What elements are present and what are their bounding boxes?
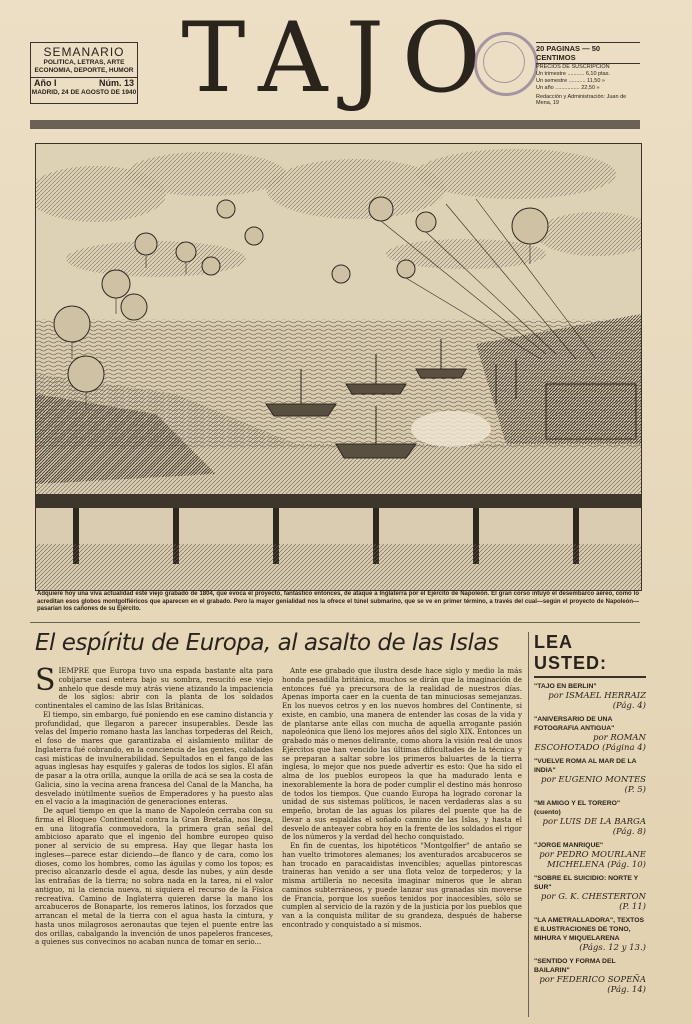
item-title: "LA AMETRALLADORA", TEXTOS E ILUSTRACIONES DE TONO, MIHURA Y MIQUELARENA — [534, 917, 645, 942]
contents-sidebar — [534, 632, 646, 995]
drop-cap: S — [35, 663, 56, 698]
item-author: por ISMAEL HERRAIZ (Pág. 4) — [548, 691, 646, 711]
item-author: por G. K. CHESTERTON (P. 11) — [540, 892, 646, 912]
item-author: por LUIS DE LA BARGA (Pág. 8) — [542, 817, 646, 837]
item-author: por ROMAN ESCOHOTADO (Página 4) — [534, 733, 646, 753]
item-author: por FEDERICO SOPEÑA (Pág. 14) — [539, 975, 646, 995]
article-column-1 — [35, 663, 273, 947]
submarine-tunnel — [36, 494, 641, 508]
item-title: "SENTIDO Y FORMA DEL BAILARIN" — [534, 958, 616, 974]
paragraph: Ante ese grabado que ilustra desde hace siglo y medio la más honda pesadilla británica, muchos se dirán que la imaginación de entonces fué ya precursora de la realidad de nuestros días. Apenas importa caer en la cuenta de tan minuciosas semejanzas. En los nuevos cetros y en los nuevos hombres del Continente, si existe, en cambio, una manera de entender las cosas de la vida y de plantarse ante ellas con mucha de aquella arrogante pasión napoleónica que llenó los mejores años del siglo XIX. Entonces un grabado más o menos delirante, como ahora la visión real de unos Ejércitos que han vencido las últimas dificultades de la técnica y se preparan a saltar sobre los primeros baluartes de la tierra inglesa, lo mejor que nos puede advertir es esto: Que ha sido el alma de los pueblos europeos la que ha madurado lenta e inexorablemente la hora de poder cumplir el destino más honroso de todos los tiempos. Que cuando Europa ha logrado coronar la unidad de sus sistemas políticos, le nacen verdaderas alas a su empeño, brotan de las aguas los pilares del puente que ha de llevar a sus espaldas el soñado camino de las Islas, y hasta el desvelo de anteayer cobra hoy en la frente de los soldados el rigor de los números y la verdad del hecho conquistado. — [282, 666, 522, 842]
item-title: "MI AMIGO Y EL TORERO" (cuento) — [534, 800, 621, 816]
section-rule — [30, 622, 640, 623]
subscription-title: PRECIOS DE SUSCRIPCION — [536, 64, 610, 70]
issue-row — [31, 77, 137, 88]
list-item — [534, 715, 646, 753]
article-column-2 — [282, 667, 522, 930]
item-title: "ANIVERSARIO DE UNA FOTOGRAFIA ANTIGUA" — [534, 716, 615, 732]
item-author: (Págs. 12 y 13.) — [579, 943, 646, 953]
paragraph: IEMPRE que Europa tuvo una espada bastante alta para cobijarse casi entera bajo su sombra, resucitó ese viejo anhelo que desde muy atrás viene atizando la impaciencia de los siglos: abrir con la planta de los soldados continentales el camino de las Islas Británicas. — [35, 666, 273, 710]
price-header: 20 PAGINAS — 50 CENTIMOS — [536, 42, 640, 64]
subtitle-line-2: ECONOMIA, DEPORTE, HUMOR — [34, 67, 134, 74]
price-line-trimester: Un trimestre ........... 6,10 ptas. — [536, 71, 610, 77]
list-item — [534, 916, 646, 953]
image-caption: Adquiere hoy una viva actualidad este viejo grabado de 1804, que evoca el proyecto, fantástico entonces, de ataque a Inglaterra por el Ejército de Napoleón. El gran corso intuyó el desembarco aéreo, como lo acreditan esos globos montgolfiéricos que aparecen en el grabado. Pero la mayor genialidad nos la ofrece el túnel submarino, que se ve en primer término, a través del cual—según el proyecto de Napoleón—pasarían los cañones de su Ejército. — [37, 591, 639, 612]
list-item — [534, 957, 646, 995]
administration-address: Redacción y Administración: Juan de Mena, 19 — [536, 94, 627, 106]
list-item — [534, 682, 646, 711]
item-author: por EUGENIO MONTES (P. 5) — [541, 775, 646, 795]
item-title: "VUELVE ROMA AL MAR DE LA INDIA" — [534, 758, 637, 774]
column-divider — [528, 632, 529, 1017]
paragraph: De aquel tiempo en que la mano de Napoleón cerraba con su firma el Bloqueo Continental contra la Gran Bretaña, nos llega, en una litografía conmovedora, la primera gran señal del ambicioso aparato que el ingenio del hombre europeo quiso poner al servicio de su empresa. Hay que llegar hasta los ingleses—parece estar diciendo—de flanco y de cara, como los dioses, como los hombres, como las águilas y como los topos; es preciso alcanzarlo desde el agua, desde las nubes, y aún desde las entrañas de la tierra; no sobra nada en la tarea, ni el valor antiguo, ni la ciencia nueva, ni siquiera el recurso de la Física recreativa. Camino de Inglaterra quieren darse la mano los arcabuceros de Bonaparte, los remeros latinos, los forzados que arrancan el metal de la tierra con el agua hasta la cintura, y hasta unos milagrosos aeronautas que tejen el puente entre las dos orillas, cabalgando la invención de unos papeleros franceses, a quienes sus convecinos no acaban nunca de tomar en serio... — [35, 806, 273, 947]
item-title: "JORGE MANRIQUE" — [534, 842, 604, 849]
engraving-image — [35, 143, 642, 591]
sidebar-title: LEA USTED: — [534, 632, 646, 678]
item-author: por PEDRO MOURLANE MICHELENA (Pág. 10) — [539, 850, 646, 870]
price-line-year: Un año ................ 22,50 » — [536, 85, 600, 91]
masthead-left-box — [30, 42, 138, 104]
list-item — [534, 874, 646, 912]
list-item — [534, 841, 646, 870]
masthead-rule — [30, 120, 640, 129]
masthead-title: TAJO — [181, 2, 499, 114]
list-item — [534, 757, 646, 795]
masthead-right-box — [536, 42, 640, 106]
paragraph: En fin de cuentas, los hipotéticos "Montgolfier" de antaño se han vuelto trimotores alemanes; los aventurados arcabuceros se han trocado en paracaidistas invencibles; aquellas pintorescas traineras han venido a ser una flota veloz de torpederos; y la misma artillería no necesita imaginar mineros que le abran caminos subterráneos, y puede lanzar sus granadas sin moverse de Francia, porque los sueños tenidos por inaccesibles, sólo se cumplen al servicio de la razón y de la justicia por los pueblos que van a la conquista militar de su grandeza, después de haberse encontrado y conquistado a sí mismos. — [282, 841, 522, 929]
item-title: "SOBRE EL SUICIDIO: NORTE Y SUR" — [534, 875, 639, 891]
issue-year: Año I — [34, 78, 57, 88]
publication-type: SEMANARIO — [43, 45, 125, 59]
subtitle-line-1: POLITICA, LETRAS, ARTE — [43, 59, 125, 66]
engraving-svg — [36, 144, 641, 590]
library-stamp — [474, 32, 538, 96]
price-line-semester: Un semestre ........... 11,50 » — [536, 78, 605, 84]
item-title: "TAJO EN BERLIN" — [534, 683, 597, 690]
article-headline: El espíritu de Europa, al asalto de las Islas — [35, 630, 499, 656]
issue-date: MADRID, 24 DE AGOSTO DE 1940 — [31, 89, 137, 96]
paragraph: El tiempo, sin embargo, fué poniendo en ese camino distancia y profundidad, que llegaron a parecer insuperables. Desde las velas del Imperio romano hasta las lanchas torpederas del Reich, el foso de mares que garantizaba el aislamiento militar de Inglaterra fué cobrando, en la conciencia de las gentes, calidades casi místicas de invulnerabilidad. Sepultados en el fango de las aguas inglesas hay esquifes y galeras de todos los siglos. El afán de pasar a la otra orilla, aunque la orilla de acá se sea la costa de Galicia, sino la vecina arena francesa del Canal de la Mancha, ha desvelado inútilmente sueños de Emperadores y ha puesto alas en el vacío a la imaginación de generaciones enteras. — [35, 709, 273, 807]
list-item — [534, 799, 646, 837]
issue-number: Núm. 13 — [98, 78, 134, 88]
